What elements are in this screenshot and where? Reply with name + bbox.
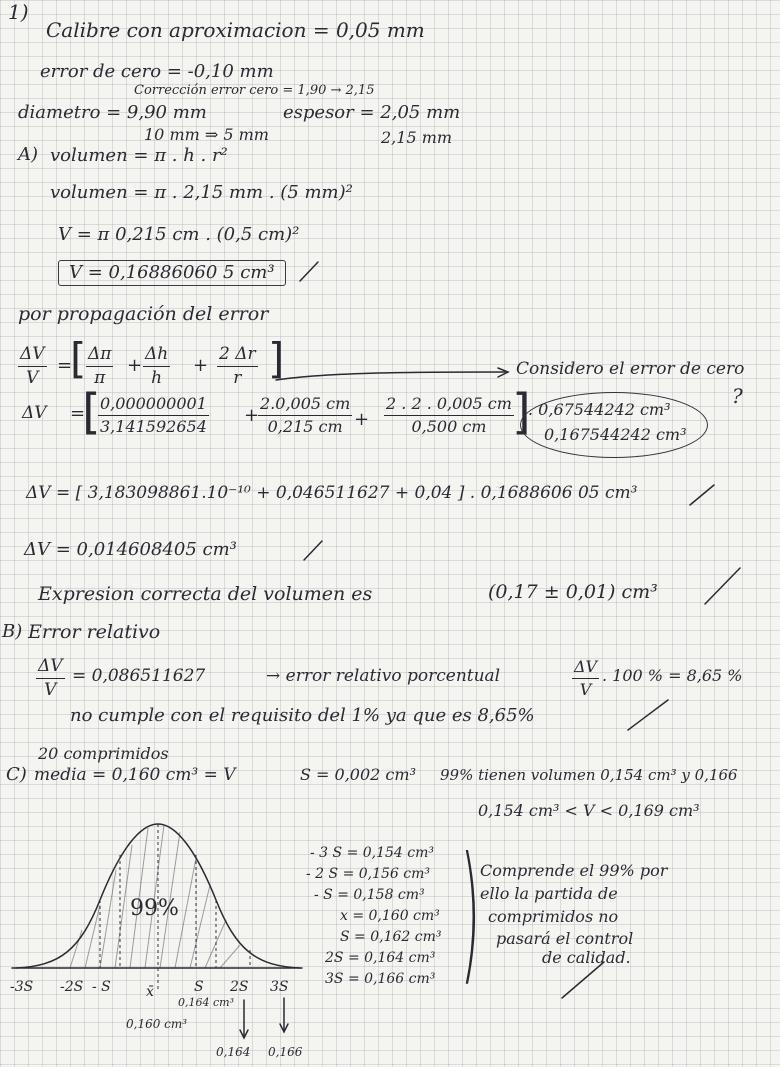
part1-marker: 1) [8, 0, 29, 24]
below-label-3: 0,164 [216, 1045, 251, 1059]
part-c-marker: C) [6, 764, 27, 785]
diameter-corrected: 10 mm ⇒ 5 mm [144, 125, 269, 144]
propagation-title: por propagación del error [18, 303, 269, 325]
quality-note-5: de calidad. [542, 948, 631, 967]
relative-error-fraction: $\frac{\Delta V}{V}$ [38, 656, 63, 700]
right-bracket-2: ] [512, 384, 531, 440]
pi-term-fraction: $\frac{\Delta\pi}{\pi}$ [88, 344, 112, 388]
correct-expression-value: (0,17 ± 0,01) cm³ [488, 581, 658, 603]
table-brace: ) [460, 826, 481, 1000]
sd-table-row-7: 3S = 0,166 cm³ [325, 971, 436, 987]
tablets-count: 20 comprimidos [38, 744, 169, 763]
quality-note-1: Comprende el 99% por [480, 861, 668, 880]
percent-error-fraction: $\frac{\Delta V}{V}$ [574, 657, 598, 699]
below-label-2: 0,160 cm³ [126, 1017, 188, 1031]
part-a-marker: A) [18, 144, 39, 165]
sd-table-row-6: 2S = 0,164 cm³ [325, 950, 436, 966]
dv-over-v-fraction: $\frac{\Delta V}{V}$ [20, 344, 45, 388]
quality-note-2: ello la partida de [480, 884, 618, 903]
quality-note-3: comprimidos no [488, 907, 619, 926]
left-bracket: [ [70, 334, 87, 383]
thickness-line: espesor = 2,05 mm [283, 102, 461, 123]
percent-error-label: → error relativo porcentual [266, 666, 501, 686]
question-mark: ? [732, 384, 743, 408]
sd-table-row-4: x = 0,160 cm³ [340, 908, 440, 924]
axis-label-minus-s: - S [92, 979, 111, 995]
check-mark [562, 962, 604, 998]
plus-sign: + [354, 409, 370, 430]
relative-error-title: Error relativo [28, 621, 161, 643]
confidence-interval: 0,154 cm³ < V < 0,169 cm³ [478, 801, 700, 820]
check-mark [304, 541, 322, 560]
equals-sign: = [57, 355, 73, 376]
axis-label-3s: 3S [270, 979, 289, 995]
sd-table-row-1: - 3 S = 0,154 cm³ [310, 845, 435, 861]
check-mark [690, 485, 714, 505]
std-dev-value: S = 0,002 cm³ [300, 765, 416, 784]
axis-label-minus-3s: -3S [10, 979, 34, 995]
sd-table-row-3: - S = 0,158 cm³ [314, 887, 425, 903]
equals-sign: = [70, 403, 86, 424]
relative-error-value: = 0,086511627 [72, 666, 206, 686]
zero-error-note: Considero el error de cero [516, 359, 745, 379]
diameter-line: diametro = 9,90 mm [18, 102, 207, 123]
volume-value-2: 0,167544242 cm³ [544, 425, 687, 444]
r-numeric-fraction: $\frac{2 . 2 . 0,005 cm}{0,500 cm}$ [386, 394, 512, 436]
zero-error-line: error de cero = -0,10 mm [40, 61, 274, 82]
check-mark [300, 262, 318, 281]
delta-v-result: ΔV = 0,014608405 cm³ [24, 539, 237, 560]
part-b-marker: B) [2, 621, 23, 642]
r-term-fraction: $\frac{2 \Delta r}{r}$ [219, 344, 256, 388]
volume-result: V = 0,16886060 5 cm³ [58, 260, 286, 286]
delta-v-expansion: ΔV = [ 3,183098861.10⁻¹⁰ + 0,046511627 + 0,04 ] . 0,1688606 05 cm³ [26, 483, 638, 503]
h-numeric-fraction: $\frac{2.0,005 cm}{0,215 cm}$ [260, 394, 351, 436]
note-arrow-line [276, 372, 505, 380]
volume-step2: V = π 0,215 cm . (0,5 cm)² [58, 224, 300, 245]
caliber-line: Calibre con aproximacion = 0,05 mm [46, 18, 425, 42]
right-bracket: ] [268, 334, 285, 383]
axis-label-s: S [194, 979, 204, 995]
below-label-1: 0,164 cm³ [178, 996, 234, 1009]
sd-table-row-2: - 2 S = 0,156 cm³ [306, 866, 431, 882]
quality-note-4: pasará el control [496, 929, 634, 948]
thickness-corrected: 2,15 mm [381, 128, 453, 147]
axis-label-2s: 2S [230, 979, 249, 995]
plus-sign: + [244, 405, 260, 426]
requirement-conclusion: no cumple con el requisito del 1% ya que es 8,65% [70, 705, 535, 726]
dot-sign: . [528, 400, 539, 419]
axis-label-mean: x̄ [146, 984, 154, 1000]
delta-v-label: ΔV [22, 403, 47, 423]
sd-table-row-5: S = 0,162 cm³ [340, 929, 442, 945]
plus-sign: + [193, 355, 209, 376]
correction-line: Corrección error cero = 1,90 → 2,15 [134, 83, 375, 98]
curve-percentage: 99% [130, 896, 179, 921]
below-label-4: 0,166 [268, 1045, 303, 1059]
h-term-fraction: $\frac{\Delta h}{h}$ [145, 344, 169, 388]
volume-step1: volumen = π . 2,15 mm . (5 mm)² [50, 182, 353, 203]
volume-value-1: 0,67544242 cm³ [538, 400, 671, 419]
pi-numeric-fraction: $\frac{0,000000001}{3,141592654}$ [100, 394, 207, 436]
left-bracket-2: [ [82, 384, 101, 440]
check-mark [705, 568, 740, 604]
volume-formula: volumen = π . h . r² [50, 145, 228, 166]
mean-value: media = 0,160 cm³ = V [34, 765, 236, 785]
range-statement: 99% tienen volumen 0,154 cm³ y 0,166 [440, 766, 738, 784]
percent-error-value: . 100 % = 8,65 % [602, 666, 743, 685]
correct-expression-label: Expresion correcta del volumen es [38, 583, 373, 605]
check-mark [628, 700, 668, 730]
axis-label-minus-2s: -2S [60, 979, 84, 995]
plus-sign: + [127, 355, 143, 376]
